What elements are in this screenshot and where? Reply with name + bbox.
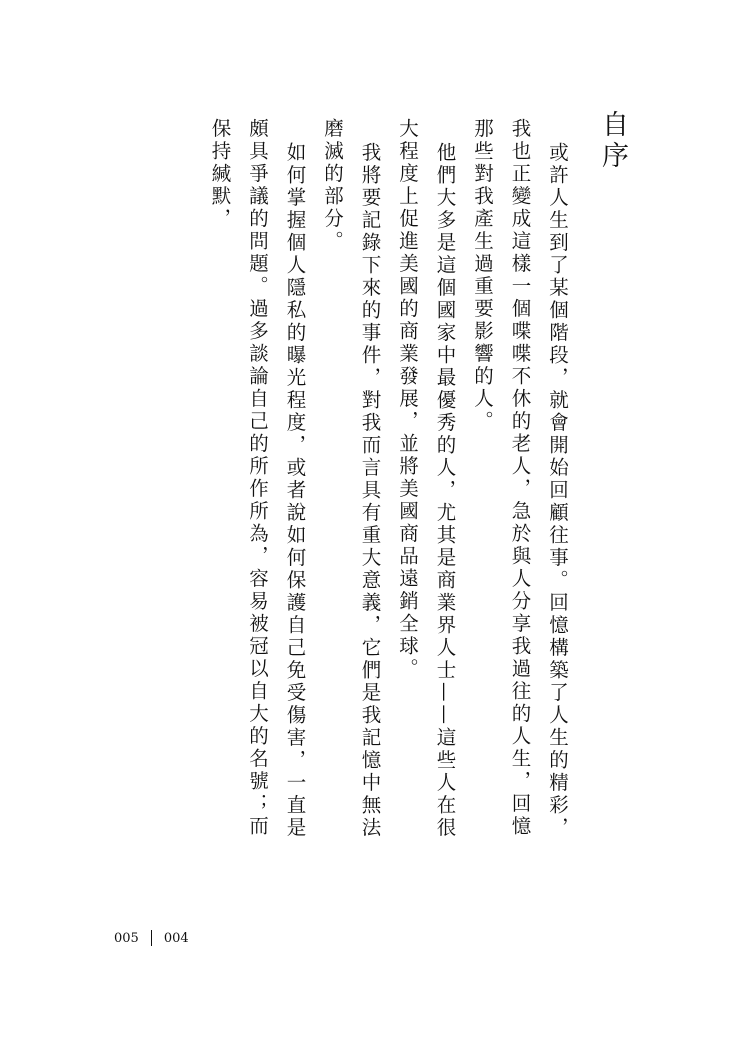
paragraph: 或許人生到了某個階段，就會開始回顧往事。回憶構築了人生的精彩，我也正變成這樣一個喋喋不休的老人，急於與人分享我過往的人生，回憶那些對我產生過重要影響的人。 [471,118,569,840]
body-text [201,118,576,858]
paragraph: 他們大多是這個國家中最優秀的人，尤其是商業界人士——這些人在很大程度上促進美國的商業發展，並將美國商品遠銷全球。 [396,118,457,840]
page-number-divider [151,930,152,946]
page-number-left: 005 [114,930,139,946]
paragraph: 我將要記錄下來的事件，對我而言具有重大意義，它們是我記憶中無法磨滅的部分。 [321,118,382,840]
chapter-title: 自序 [597,110,628,172]
paragraph: 如何掌握個人隱私的曝光程度，或者說如何保護自己免受傷害，一直是頗具爭議的問題。過多談論自己的所作所為，容易被冠以自大的名號；而保持緘默， [208,118,307,840]
page-number-right: 004 [163,930,189,946]
page-numbers [114,930,189,946]
